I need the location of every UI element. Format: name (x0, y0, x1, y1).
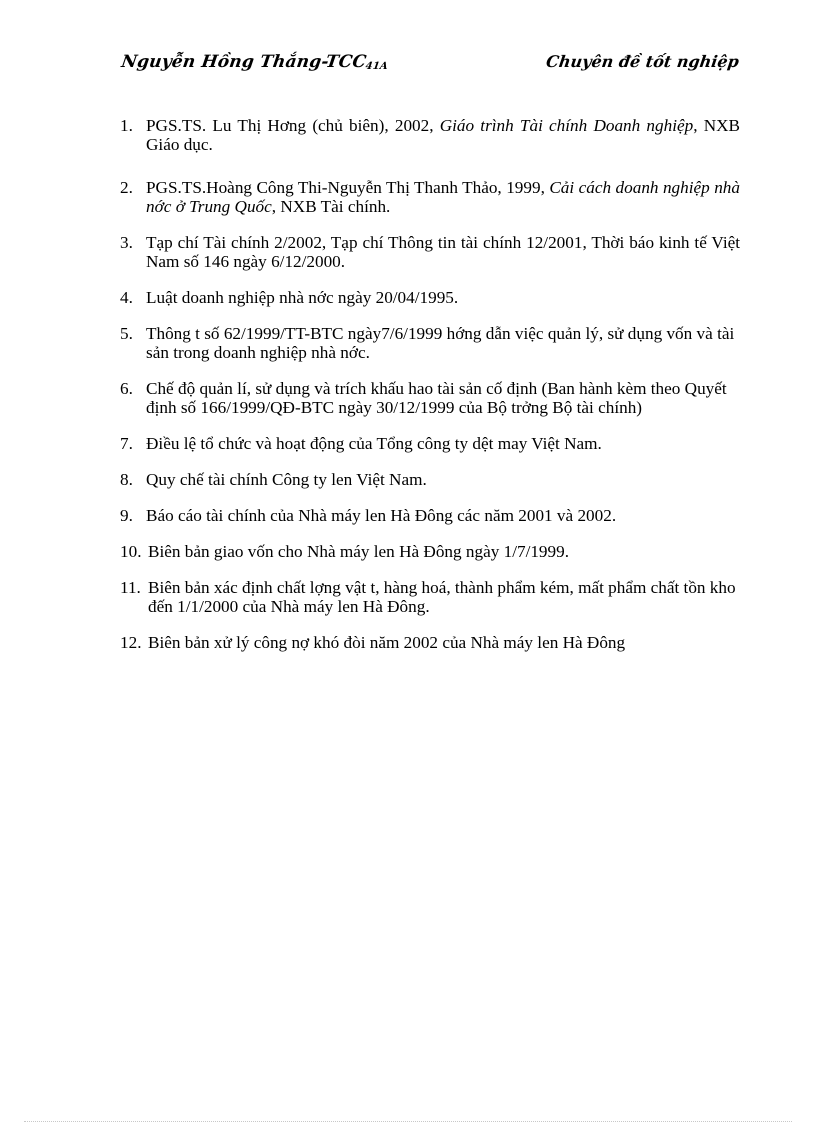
reference-text-tail: , NXB Giáo dục. (146, 116, 741, 154)
reference-item (120, 506, 740, 525)
reference-number: 6. (120, 379, 133, 398)
reference-item (120, 578, 740, 616)
header-document-type: Chuyên đề tốt nghiệp (545, 52, 741, 71)
header-author-name: Nguyễn Hồng Thắng-TCC (120, 52, 368, 72)
header-author (120, 52, 390, 72)
reference-text: Tạp chí Tài chính 2/2002, Tạp chí Thông tin tài chính 12/2001, Thời báo kinh tế Việt Nam số 146 ngày 6/12/2000. (146, 233, 740, 271)
reference-item (120, 542, 740, 561)
header-author-class: 41A (364, 61, 389, 72)
reference-item (120, 116, 740, 154)
reference-text: Thông t số 62/1999/TT-BTC ngày7/6/1999 hớng dẫn việc quản lý, sử dụng vốn và tài sản trong doanh nghiệp nhà nớc. (146, 324, 735, 362)
reference-item (120, 324, 740, 362)
reference-item (120, 288, 740, 307)
reference-text: Chế độ quản lí, sử dụng và trích khấu hao tài sản cố định (Ban hành kèm theo Quyết định số 166/1999/QĐ-BTC ngày 30/12/1999 của Bộ trởng Bộ tài chính) (146, 379, 727, 417)
reference-item (120, 178, 740, 216)
reference-number: 11. (120, 578, 141, 597)
reference-text: Biên bản xử lý công nợ khó đòi năm 2002 của Nhà máy len Hà Đông (148, 633, 626, 652)
reference-number: 8. (120, 470, 133, 489)
reference-item (120, 470, 740, 489)
reference-number: 5. (120, 324, 133, 343)
reference-number: 3. (120, 233, 133, 252)
reference-text: PGS.TS. Lu Thị Hơng (chủ biên), 2002, (146, 116, 440, 135)
reference-number: 12. (120, 633, 142, 652)
page-bottom-divider (24, 1121, 792, 1122)
reference-text: Biên bản giao vốn cho Nhà máy len Hà Đông ngày 1/7/1999. (148, 542, 570, 561)
reference-text-tail: , NXB Tài chính. (271, 197, 391, 216)
reference-item (120, 633, 740, 652)
reference-number: 9. (120, 506, 133, 525)
reference-text: Quy chế tài chính Công ty len Việt Nam. (146, 470, 427, 489)
reference-list (120, 116, 740, 652)
reference-item (120, 233, 740, 271)
reference-number: 4. (120, 288, 133, 307)
reference-title: Giáo trình Tài chính Doanh nghiệp (439, 116, 694, 135)
reference-title: Cải cách doanh nghiệp nhà nớc ở Trung Quốc (146, 178, 740, 216)
reference-number: 2. (120, 178, 133, 197)
reference-text: Báo cáo tài chính của Nhà máy len Hà Đông các năm 2001 và 2002. (146, 506, 617, 525)
reference-number: 1. (120, 116, 133, 135)
reference-text: Luật doanh nghiệp nhà nớc ngày 20/04/1995. (146, 288, 459, 307)
reference-item (120, 379, 740, 417)
reference-item (120, 434, 740, 453)
page-header (120, 52, 741, 82)
reference-text: Điều lệ tổ chức và hoạt động của Tổng công ty dệt may Việt Nam. (146, 434, 602, 453)
reference-text: PGS.TS.Hoàng Công Thi-Nguyễn Thị Thanh Thảo, 1999, (146, 178, 550, 197)
reference-number: 7. (120, 434, 133, 453)
reference-text: Biên bản xác định chất lợng vật t, hàng hoá, thành phẩm kém, mất phẩm chất tồn kho đến 1/1/2000 của Nhà máy len Hà Đông. (148, 578, 736, 616)
reference-number: 10. (120, 542, 142, 561)
